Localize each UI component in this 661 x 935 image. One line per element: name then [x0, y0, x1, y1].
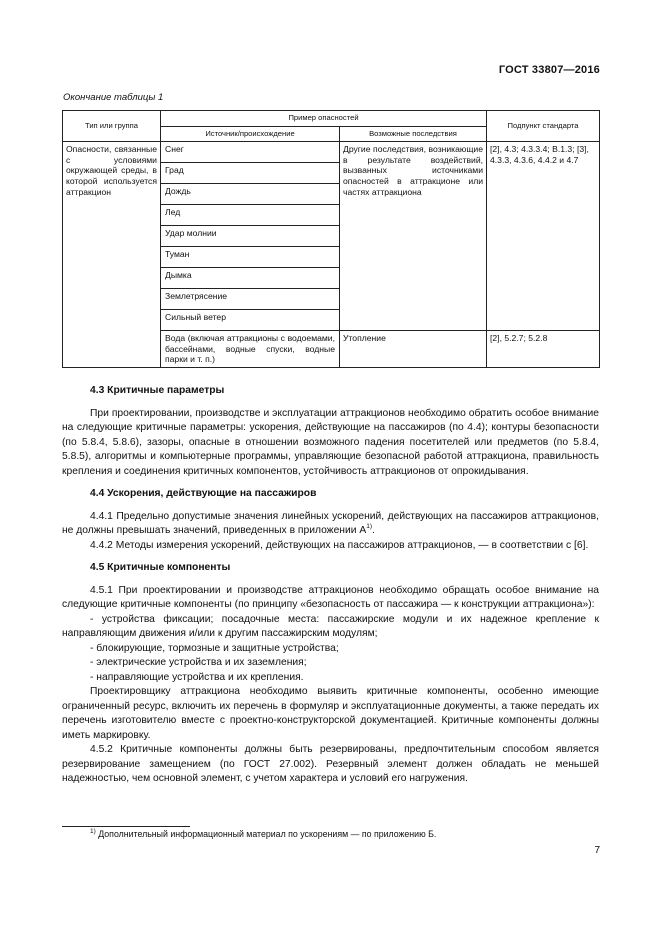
section-heading-4-5: 4.5 Критичные компоненты	[90, 562, 231, 573]
source-cell: Удар молнии	[161, 226, 340, 247]
source-cell-water: Вода (включая аттракционы с водоемами, бассейнами, водные спуски, водные парки и т. п.)	[161, 331, 340, 368]
source-cell: Град	[161, 163, 340, 184]
consequences-cell-drowning: Утопление	[340, 331, 487, 368]
col-header-subclause: Подпункт стандарта	[487, 111, 600, 142]
footnote	[90, 829, 436, 839]
section-heading-4-4: 4.4 Ускорения, действующие на пассажиров	[90, 488, 317, 499]
paragraph: При проектировании, производстве и эксплуатации аттракционов необходимо обратить особое внимание на следующие критичные параметры: ускорения, действующие на пассажиров (по 4.4); контуры безопасности (по 5.8.4, 5.8.6), зазоры, опасные в отношении возможного падения посетителей или предметов (по 5.8.4, 5.8.5), алгоритмы и компьютерные программы, управляющие безопасной работой аттракциона, правильность крепления и соединения критичных компонентов, устойчивость аттракционов от опрокидывания.	[62, 407, 599, 477]
footnote-divider	[62, 826, 190, 827]
hazard-type-cell: Опасности, связанные с условиями окружающей среды, в которой используется аттракцион	[63, 142, 161, 368]
col-header-consequences: Возможные последствия	[340, 126, 487, 142]
paragraph: Проектировщику аттракциона необходимо выявить критичные компоненты, особенно имеющие ограниченный ресурс, включить их перечень в формуляр и эксплуатационные документы, а также передать их перечень изготовителю вместе с проектно-конструкторской документацией. Критичные компоненты должны иметь маркировку.	[62, 686, 599, 741]
col-header-example: Пример опасностей	[161, 111, 487, 127]
source-cell: Лед	[161, 205, 340, 226]
list-item: - направляющие устройства и их крепления.	[90, 671, 304, 683]
footnote-ref: 1)	[366, 523, 373, 530]
col-header-source: Источник/происхождение	[161, 126, 340, 142]
source-cell: Сильный ветер	[161, 310, 340, 331]
page-number: 7	[594, 845, 600, 856]
source-cell: Дымка	[161, 268, 340, 289]
subclause-cell: [2], 4.3; 4.3.3.4; В.1.3; [3], 4.3.3, 4.3.6, 4.4.2 и 4.7	[487, 142, 600, 331]
source-cell: Землетрясение	[161, 289, 340, 310]
paragraph: 4.5.2 Критичные компоненты должны быть резервированы, предпочтительным способом является резервирование замещением (по ГОСТ 27.002). Резервный элемент должен обладать не меньшей надежностью, чем основной элемент, с учетом характера и условий его нагружения.	[62, 744, 599, 784]
col-header-type: Тип или группа	[63, 111, 161, 142]
source-cell: Снег	[161, 142, 340, 163]
list-item: - электрические устройства и их заземления;	[90, 657, 307, 668]
consequences-cell: Другие последствия, возникающие в результате воздействий, вызванных источниками опасностей в аттракционе или частях аттракциона	[340, 142, 487, 331]
paragraph-end: .	[372, 525, 375, 536]
body-text	[62, 384, 599, 787]
source-cell: Туман	[161, 247, 340, 268]
paragraph: 4.5.1 При проектировании и производстве аттракционов необходимо обращать особое внимание на следующие критичные компоненты (по принципу «безопасность от пассажира — к конструкции аттракциона»):	[62, 584, 599, 610]
table-caption: Окончание таблицы 1	[63, 92, 164, 103]
list-item: - блокирующие, тормозные и защитные устройства;	[90, 642, 339, 654]
list-item: - устройства фиксации; посадочные места: пассажирские модули и их надежное крепление к направляющим движения и/или к другим пассажирским модулям;	[62, 613, 599, 639]
source-cell: Дождь	[161, 184, 340, 205]
section-heading-4-3: 4.3 Критичные параметры	[90, 385, 225, 396]
paragraph: 4.4.2 Методы измерения ускорений, действующих на пассажиров аттракционов, — в соответствии с [6].	[90, 539, 589, 551]
subclause-cell-water: [2], 5.2.7; 5.2.8	[487, 331, 600, 368]
standard-header: ГОСТ 33807—2016	[498, 64, 600, 76]
paragraph-text: 4.4.1 Предельно допустимые значения линейных ускорений, действующих на пассажиров аттракционов, не должны превышать значений, приведенных в приложении А	[62, 510, 599, 536]
footnote-mark: 1)	[90, 828, 96, 835]
footnote-text: Дополнительный информационный материал по ускорениям — по приложению Б.	[95, 829, 437, 839]
paragraph	[62, 510, 599, 539]
hazard-table	[62, 110, 600, 368]
